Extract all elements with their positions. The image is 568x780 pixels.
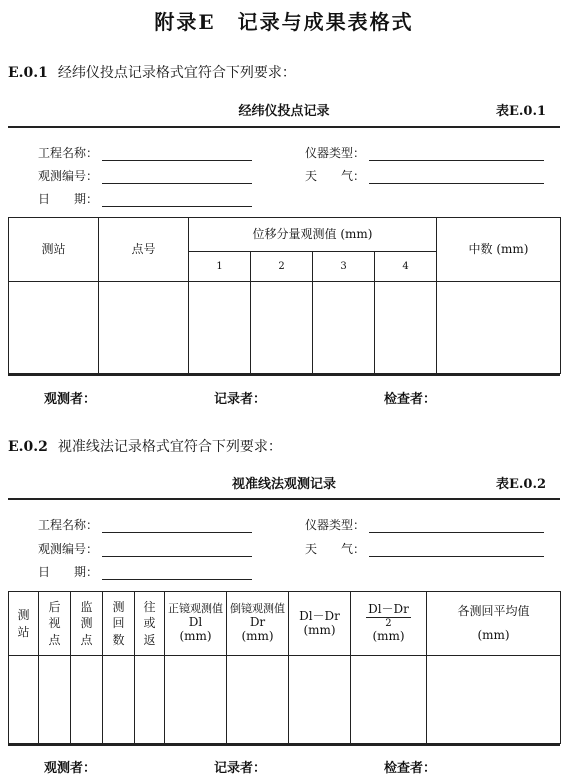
section-heading-e01 (8, 62, 296, 82)
field-label: 日 期： (38, 192, 99, 206)
section-text: 视准线法记录格式宜符合下列要求： (57, 439, 282, 455)
header-sub-1: 1 (189, 252, 251, 282)
field-obs-number (38, 540, 252, 557)
section-text: 经纬仪投点记录格式宜符合下列要求： (57, 65, 296, 81)
field-obs-number (38, 167, 252, 184)
table-cell[interactable] (99, 282, 189, 374)
field-label: 仪器类型： (305, 518, 366, 532)
section-number: E.0.1 (8, 65, 48, 81)
input-line[interactable] (102, 567, 252, 580)
table-top-rule (8, 498, 560, 500)
input-line[interactable] (102, 544, 252, 557)
header-half-diff: $\frac{Dl-Dr}{2}$ (mm) (351, 592, 427, 656)
header-sub-4: 4 (375, 252, 437, 282)
section-heading-e02 (8, 436, 282, 456)
field-project-name (38, 516, 252, 533)
header-point: 点号 (99, 218, 189, 282)
input-line[interactable] (369, 171, 544, 184)
fraction: $\frac{Dl-Dr}{2}$ (368, 602, 409, 630)
table-cell[interactable] (437, 282, 561, 374)
signature-observer: 观测者： (44, 392, 97, 407)
field-weather (305, 167, 544, 184)
header-average: 各测回平均值 (mm) (427, 592, 561, 656)
table-bottom-rule (8, 744, 560, 746)
field-label: 工程名称： (38, 518, 99, 532)
table-cell[interactable] (289, 656, 351, 744)
header-monitor: 监测点 (71, 592, 103, 656)
signature-checker: 检查者： (384, 392, 437, 407)
field-weather (305, 540, 544, 557)
field-label: 仪器类型： (305, 146, 366, 160)
input-line[interactable] (102, 194, 252, 207)
section-number: E.0.2 (8, 439, 48, 455)
field-instrument-type (305, 516, 544, 533)
header-direction: 往或返 (135, 592, 165, 656)
table-cell[interactable] (165, 656, 227, 744)
table-cell[interactable] (71, 656, 103, 744)
table-number: 表E.0.1 (496, 104, 547, 119)
table-caption: 经纬仪投点记录 (238, 104, 330, 119)
table-cell[interactable] (39, 656, 71, 744)
header-median: 中数 (mm) (437, 218, 561, 282)
table-cell[interactable] (375, 282, 437, 374)
table-cell[interactable] (135, 656, 165, 744)
header-sub-3: 3 (313, 252, 375, 282)
header-station: 测站 (9, 592, 39, 656)
field-project-name (38, 144, 252, 161)
table-caption: 视准线法观测记录 (231, 477, 336, 492)
input-line[interactable] (102, 171, 252, 184)
signature-recorder: 记录者： (214, 761, 267, 776)
header-station: 测站 (9, 218, 99, 282)
table-cell[interactable] (227, 656, 289, 744)
signature-recorder: 记录者： (214, 392, 267, 407)
table-cell[interactable] (251, 282, 313, 374)
field-label: 天 气： (305, 169, 366, 183)
signature-observer: 观测者： (44, 761, 97, 776)
header-normal: 正镜观测值 Dl (mm) (165, 592, 227, 656)
table-number: 表E.0.2 (496, 477, 547, 492)
input-line[interactable] (369, 148, 544, 161)
header-rounds: 测回数 (103, 592, 135, 656)
table-cell[interactable] (427, 656, 561, 744)
data-table-e02 (8, 591, 561, 744)
signature-checker: 检查者： (384, 761, 437, 776)
page-title: 附录E 记录与成果表格式 (154, 10, 414, 34)
field-instrument-type (305, 144, 544, 161)
table-top-rule (8, 126, 560, 128)
header-sub-2: 2 (251, 252, 313, 282)
table-cell[interactable] (103, 656, 135, 744)
field-label: 工程名称： (38, 146, 99, 160)
field-label: 观测编号： (38, 542, 99, 556)
input-line[interactable] (369, 544, 544, 557)
header-backsight: 后视点 (39, 592, 71, 656)
table-bottom-rule (8, 374, 560, 376)
header-reverse: 倒镜观测值 Dr (mm) (227, 592, 289, 656)
field-date (38, 190, 252, 207)
field-label: 观测编号： (38, 169, 99, 183)
input-line[interactable] (102, 520, 252, 533)
header-diff: Dl－Dr (mm) (289, 592, 351, 656)
table-cell[interactable] (9, 656, 39, 744)
table-cell[interactable] (351, 656, 427, 744)
input-line[interactable] (369, 520, 544, 533)
data-table-e01 (8, 217, 561, 374)
input-line[interactable] (102, 148, 252, 161)
field-label: 日 期： (38, 565, 99, 579)
field-date (38, 563, 252, 580)
header-displacement: 位移分量观测值 (mm) (189, 218, 437, 252)
field-label: 天 气： (305, 542, 366, 556)
table-cell[interactable] (189, 282, 251, 374)
table-cell[interactable] (9, 282, 99, 374)
table-cell[interactable] (313, 282, 375, 374)
